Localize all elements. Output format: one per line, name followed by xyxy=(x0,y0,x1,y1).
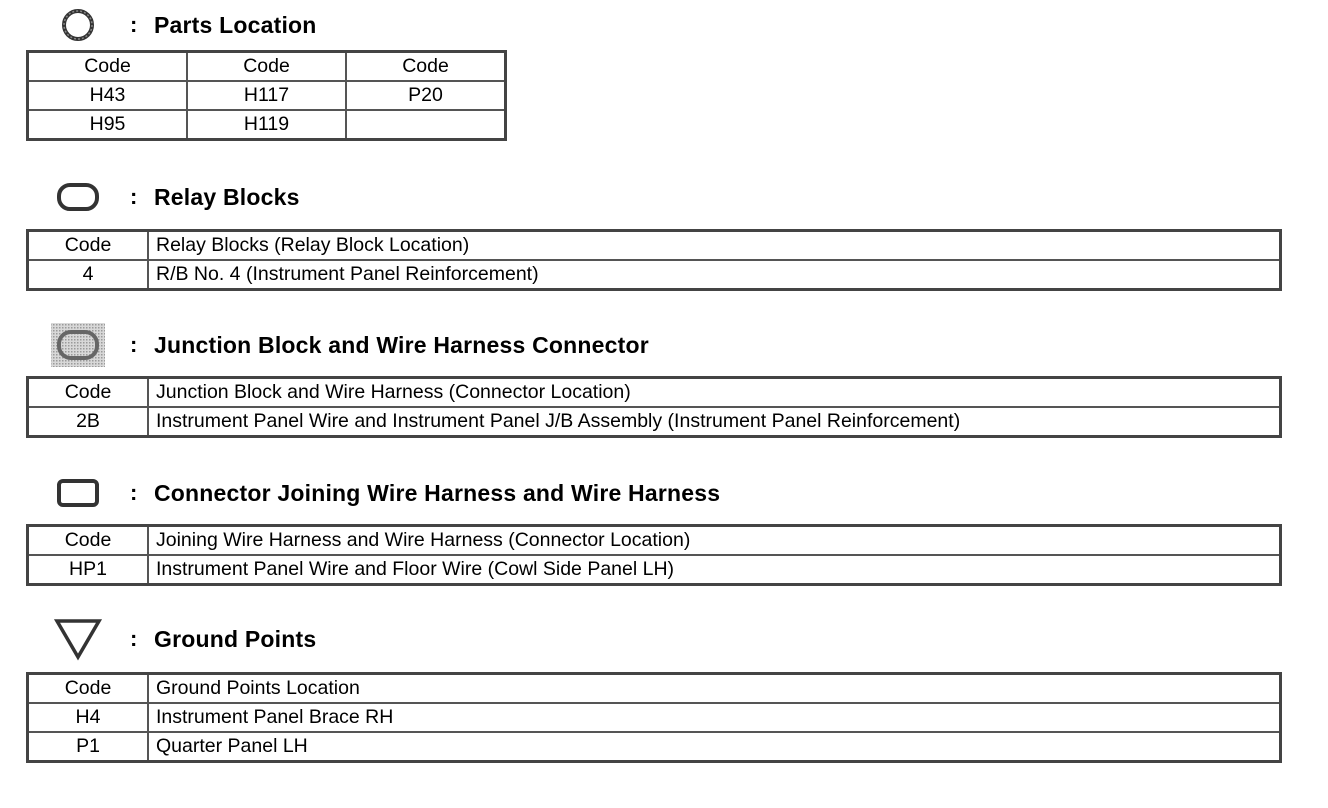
parts-location-table xyxy=(26,50,507,141)
table-row xyxy=(28,260,1281,290)
code-cell: H4 xyxy=(28,703,149,732)
header-desc-cell: Ground Points Location xyxy=(148,674,1281,704)
table-row xyxy=(28,407,1281,437)
table-header-row xyxy=(28,52,506,82)
triangle-down-icon xyxy=(50,619,106,659)
desc-cell: Instrument Panel Wire and Instrument Panel J/B Assembly (Instrument Panel Reinforcement) xyxy=(148,407,1281,437)
code-cell: H43 xyxy=(28,81,188,110)
relay-blocks-colon: : xyxy=(130,184,138,209)
header-desc-cell: Relay Blocks (Relay Block Location) xyxy=(148,231,1281,261)
header-code-cell: Code xyxy=(28,378,149,408)
code-cell: 4 xyxy=(28,260,149,290)
code-cell: P1 xyxy=(28,732,149,762)
junction-block-heading xyxy=(50,325,649,365)
code-cell: HP1 xyxy=(28,555,149,585)
code-cell xyxy=(346,110,506,140)
ground-points-heading xyxy=(50,619,316,659)
table-row xyxy=(28,81,506,110)
header-cell: Code xyxy=(346,52,506,82)
table-header-row xyxy=(28,378,1281,408)
header-code-cell: Code xyxy=(28,231,149,261)
code-cell: H119 xyxy=(187,110,346,140)
shaded-oval-icon xyxy=(50,325,106,365)
junction-block-table xyxy=(26,376,1282,438)
circle-icon xyxy=(50,5,106,45)
ground-points-table xyxy=(26,672,1282,763)
connector-joining-table xyxy=(26,524,1282,586)
header-code-cell: Code xyxy=(28,674,149,704)
table-row xyxy=(28,703,1281,732)
table-header-row xyxy=(28,674,1281,704)
ground-points-colon: : xyxy=(130,626,138,651)
table-header-row xyxy=(28,231,1281,261)
desc-cell: Instrument Panel Brace RH xyxy=(148,703,1281,732)
rounded-rectangle-icon xyxy=(50,473,106,513)
table-row xyxy=(28,555,1281,585)
connector-joining-heading xyxy=(50,473,720,513)
connector-joining-colon: : xyxy=(130,480,138,505)
desc-cell: Quarter Panel LH xyxy=(148,732,1281,762)
junction-block-title: Junction Block and Wire Harness Connector xyxy=(154,331,649,358)
ground-points-title: Ground Points xyxy=(154,625,317,652)
relay-blocks-title: Relay Blocks xyxy=(154,183,300,210)
header-cell: Code xyxy=(187,52,346,82)
desc-cell: Instrument Panel Wire and Floor Wire (Cowl Side Panel LH) xyxy=(148,555,1281,585)
code-cell: H117 xyxy=(187,81,346,110)
table-header-row xyxy=(28,526,1281,556)
table-row xyxy=(28,110,506,140)
header-code-cell: Code xyxy=(28,526,149,556)
code-cell: 2B xyxy=(28,407,149,437)
relay-blocks-table xyxy=(26,229,1282,291)
header-desc-cell: Joining Wire Harness and Wire Harness (Connector Location) xyxy=(148,526,1281,556)
code-cell: P20 xyxy=(346,81,506,110)
parts-location-colon: : xyxy=(130,12,138,37)
rounded-oval-icon xyxy=(50,177,106,217)
code-cell: H95 xyxy=(28,110,188,140)
parts-location-title: Parts Location xyxy=(154,11,317,38)
header-desc-cell: Junction Block and Wire Harness (Connector Location) xyxy=(148,378,1281,408)
table-row xyxy=(28,732,1281,762)
junction-block-colon: : xyxy=(130,332,138,357)
header-cell: Code xyxy=(28,52,188,82)
parts-location-heading xyxy=(50,5,317,45)
desc-cell: R/B No. 4 (Instrument Panel Reinforcement) xyxy=(148,260,1281,290)
connector-joining-title: Connector Joining Wire Harness and Wire Harness xyxy=(154,479,721,506)
relay-blocks-heading xyxy=(50,177,300,217)
